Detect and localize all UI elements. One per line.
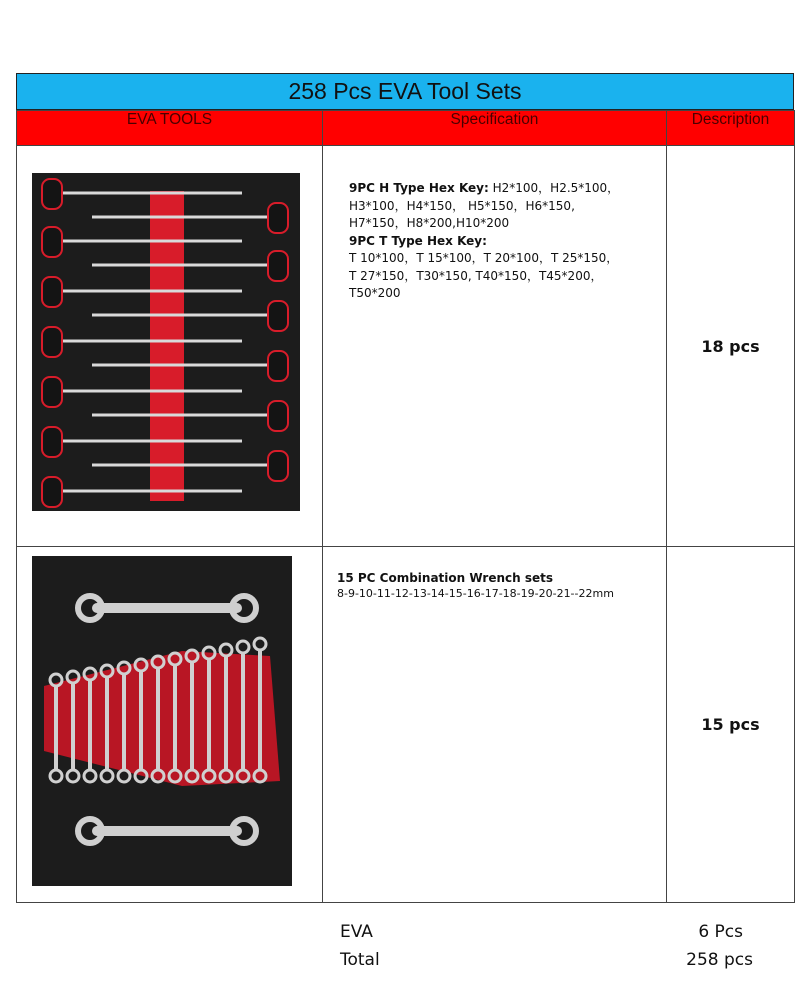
spec-line xyxy=(349,233,666,251)
eva-value: 6 Pcs xyxy=(698,922,743,942)
spec-line xyxy=(349,180,666,198)
hex-key-spec-cell xyxy=(323,146,667,547)
wrench-quantity: 15 pcs xyxy=(667,547,795,903)
spec-heading: 15 PC Combination Wrench sets xyxy=(337,571,553,585)
spec-line: H7*150，H8*200,H10*200 xyxy=(349,216,510,230)
header-eva-tools: EVA TOOLS xyxy=(17,111,323,146)
spec-line xyxy=(337,571,666,586)
spec-line: T50*200 xyxy=(349,286,401,300)
spec-line: H3*100，H4*150， H5*150，H6*150, xyxy=(349,198,575,213)
table-row xyxy=(17,547,795,903)
tool-table xyxy=(16,110,795,903)
spec-text: H2*100，H2.5*100， xyxy=(488,181,620,195)
table-row xyxy=(17,146,795,547)
eva-label: EVA xyxy=(340,922,373,942)
hex-key-spec xyxy=(323,146,666,303)
spec-line: 8-9-10-11-12-13-14-15-16-17-18-19-20-21--22mm xyxy=(337,587,614,600)
spec-line: T 10*100，T 15*100，T 20*100，T 25*150， xyxy=(349,251,619,265)
summary-footer xyxy=(0,912,800,1000)
spec-heading: 9PC H Type Hex Key: xyxy=(349,181,489,195)
tool-set-sheet xyxy=(16,73,794,903)
hex-key-quantity: 18 pcs xyxy=(667,146,795,547)
header-specification: Specification xyxy=(323,111,667,146)
header-row xyxy=(17,111,795,146)
total-label: Total xyxy=(340,950,380,970)
spec-line: T 27*150，T30*150, T40*150，T45*200， xyxy=(349,268,603,283)
hex-key-tray-image xyxy=(32,173,300,511)
spec-heading: 9PC T Type Hex Key: xyxy=(349,233,487,248)
wrench-image-cell xyxy=(17,547,323,903)
hex-key-image-cell xyxy=(17,146,323,547)
header-description: Description xyxy=(667,111,795,146)
wrench-spec-cell xyxy=(323,547,667,903)
wrench-spec xyxy=(323,547,666,601)
sheet-title: 258 Pcs EVA Tool Sets xyxy=(16,73,794,110)
total-value: 258 pcs xyxy=(686,950,753,970)
wrench-tray-image xyxy=(32,556,292,886)
